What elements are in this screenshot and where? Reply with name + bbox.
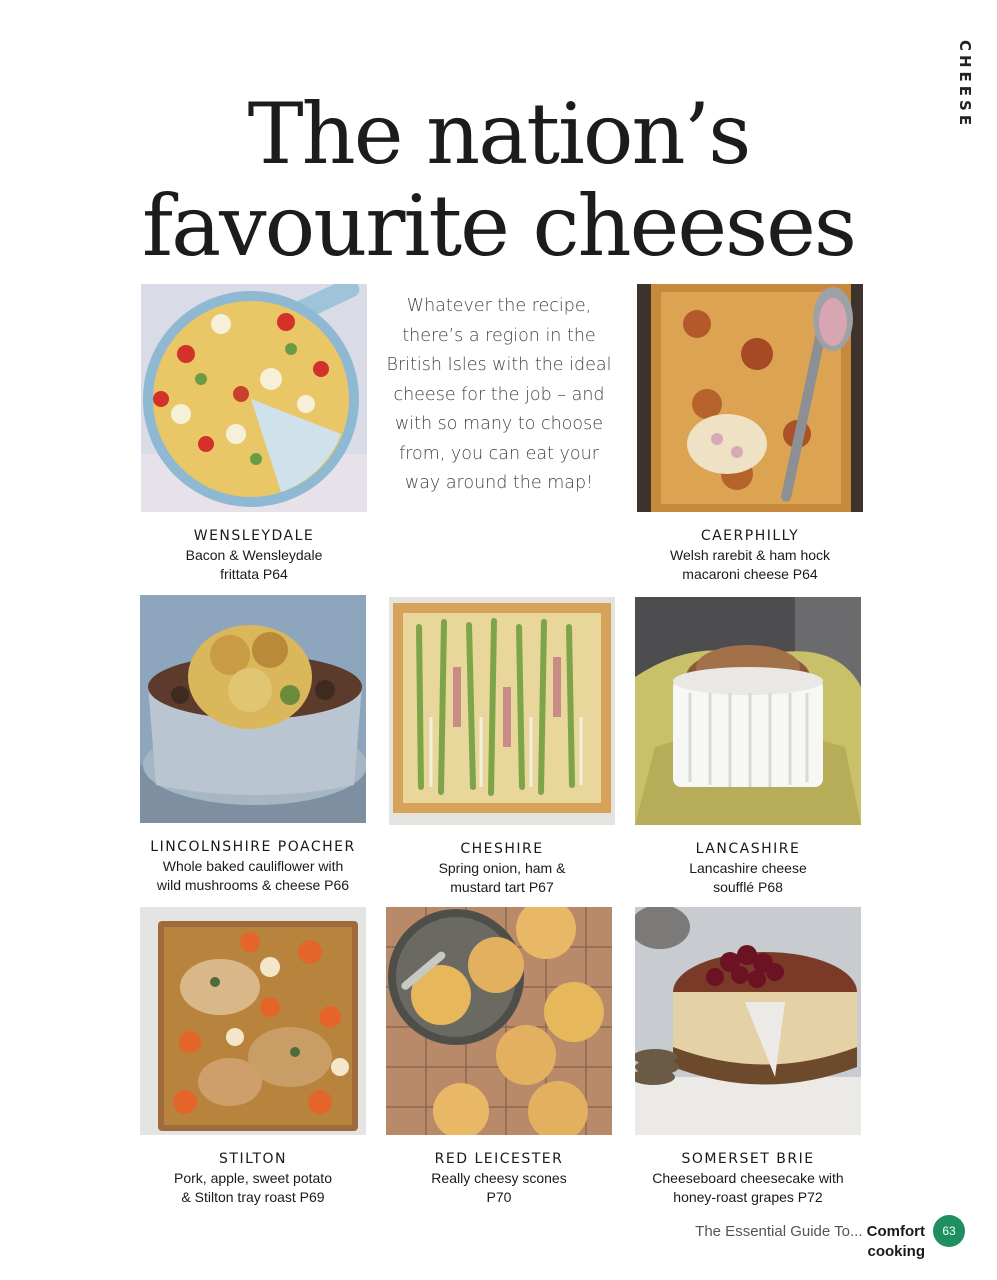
cheesecake-photo: [635, 907, 861, 1135]
recipe-card-cheshire[interactable]: [389, 597, 615, 897]
region-label: WENSLEYDALE: [193, 528, 315, 544]
footer-guide: The Essential Guide To...: [695, 1223, 863, 1240]
dish-label: Lancashire cheese soufflé P68: [689, 860, 807, 895]
recipe-card-stilton[interactable]: [140, 907, 366, 1207]
dish-label: Pork, apple, sweet potato & Stilton tray roast P69: [174, 1170, 332, 1205]
footer-topic: Comfort cooking: [866, 1223, 925, 1260]
souffle-photo: [635, 597, 861, 825]
cauliflower-photo: [140, 595, 366, 823]
page-number-badge: 63: [933, 1215, 965, 1247]
recipe-card-caerphilly[interactable]: [637, 284, 863, 584]
recipe-card-lincolnshire-poacher[interactable]: [140, 595, 366, 895]
macaroni-photo: [637, 284, 863, 512]
dish-label: Welsh rarebit & ham hock macaroni cheese P64: [669, 547, 831, 582]
recipe-card-wensleydale[interactable]: [141, 284, 367, 584]
recipe-card-red-leicester[interactable]: [386, 907, 612, 1207]
frittata-photo: [141, 284, 367, 512]
section-tab: CHEESE: [956, 40, 974, 130]
region-label: LINCOLNSHIRE POACHER: [150, 839, 356, 855]
region-label: LANCASHIRE: [695, 841, 801, 857]
region-label: CAERPHILLY: [700, 528, 800, 544]
region-label: CHESHIRE: [460, 841, 544, 857]
intro-text: Whatever the recipe, there’s a region in the British Isles with the ideal cheese for the job – and with so many to choose from, you can eat your way around the map!: [386, 296, 612, 493]
tray-roast-photo: [140, 907, 366, 1135]
page-title: [0, 85, 997, 275]
dish-label: Spring onion, ham & mustard tart P67: [438, 860, 566, 895]
dish-label: Really cheesy scones P70: [431, 1170, 567, 1205]
recipe-card-somerset-brie[interactable]: [635, 907, 861, 1207]
recipe-card-lancashire[interactable]: [635, 597, 861, 897]
title-line-1: The nation’s: [247, 85, 750, 183]
region-label: RED LEICESTER: [434, 1151, 564, 1167]
scones-photo: [386, 907, 612, 1135]
dish-label: Cheeseboard cheesecake with honey-roast grapes P72: [652, 1170, 844, 1205]
region-label: STILTON: [219, 1151, 287, 1167]
footer: [640, 1222, 925, 1262]
title-line-2: favourite cheeses: [142, 177, 855, 275]
tart-photo: [389, 597, 615, 825]
dish-label: Whole baked cauliflower with wild mushrooms & cheese P66: [156, 858, 350, 893]
dish-label: Bacon & Wensleydale frittata P64: [185, 547, 323, 582]
region-label: SOMERSET BRIE: [681, 1151, 815, 1167]
